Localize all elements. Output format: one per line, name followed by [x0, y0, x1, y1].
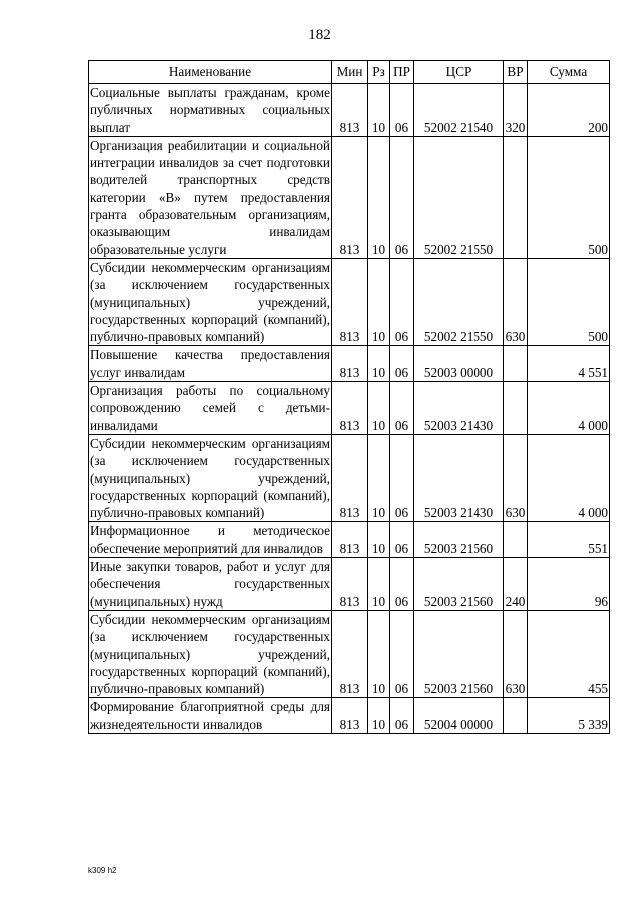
footer-code: k309 h2: [88, 866, 117, 875]
cell-name: Субсидии некоммерческим организациям (за исключением государственных (муниципальных) учреждений, государственных корпораций (компаний), публично-правовых компаний): [90, 611, 330, 697]
header-csr: ЦСР: [414, 61, 504, 84]
cell-pr: 06: [390, 522, 414, 558]
cell-pr: 06: [390, 136, 414, 258]
cell-min: 813: [332, 610, 368, 697]
table-row: [89, 136, 610, 258]
cell-min: 813: [332, 434, 368, 521]
cell-vr: [504, 522, 528, 558]
cell-pr: 06: [390, 698, 414, 734]
cell-min: 813: [332, 698, 368, 734]
cell-vr: 630: [504, 258, 528, 345]
cell-vr: 240: [504, 558, 528, 611]
cell-rz: 10: [368, 382, 390, 435]
cell-vr: [504, 346, 528, 382]
cell-min: 813: [332, 558, 368, 611]
table-row: [89, 258, 610, 345]
table-row: [89, 84, 610, 137]
cell-vr: [504, 136, 528, 258]
cell-vr: 320: [504, 84, 528, 137]
cell-sum: 96: [528, 558, 610, 611]
cell-min: 813: [332, 382, 368, 435]
cell-csr: 52002 21550: [414, 136, 504, 258]
cell-vr: 630: [504, 610, 528, 697]
cell-name: Субсидии некоммерческим организациям (за исключением государственных (муниципальных) учреждений, государственных корпораций (компаний), публично-правовых компаний): [90, 435, 330, 521]
cell-vr: 630: [504, 434, 528, 521]
table-header-row: [89, 61, 610, 84]
cell-sum: 4 551: [528, 346, 610, 382]
cell-pr: 06: [390, 610, 414, 697]
cell-csr: 52003 00000: [414, 346, 504, 382]
cell-csr: 52003 21560: [414, 610, 504, 697]
cell-pr: 06: [390, 434, 414, 521]
cell-csr: 52003 21560: [414, 558, 504, 611]
cell-csr: 52003 21430: [414, 382, 504, 435]
cell-sum: 500: [528, 136, 610, 258]
cell-rz: 10: [368, 522, 390, 558]
cell-sum: 4 000: [528, 382, 610, 435]
table-body: [89, 84, 610, 734]
header-min: Мин: [332, 61, 368, 84]
cell-min: 813: [332, 346, 368, 382]
cell-rz: 10: [368, 698, 390, 734]
header-vr: ВР: [504, 61, 528, 84]
cell-pr: 06: [390, 382, 414, 435]
cell-rz: 10: [368, 84, 390, 137]
cell-csr: 52003 21560: [414, 522, 504, 558]
header-pr: ПР: [390, 61, 414, 84]
cell-csr: 52002 21540: [414, 84, 504, 137]
cell-min: 813: [332, 136, 368, 258]
cell-rz: 10: [368, 434, 390, 521]
cell-rz: 10: [368, 610, 390, 697]
cell-min: 813: [332, 522, 368, 558]
cell-pr: 06: [390, 558, 414, 611]
cell-vr: [504, 698, 528, 734]
table-row: [89, 434, 610, 521]
cell-sum: 5 339: [528, 698, 610, 734]
cell-min: 813: [332, 258, 368, 345]
cell-pr: 06: [390, 258, 414, 345]
table-row: [89, 522, 610, 558]
table-row: [89, 610, 610, 697]
cell-name: Организация реабилитации и социальной интеграции инвалидов за счет подготовки водителей транспортных средств категории «В» путем предоставления гранта образовательным организациям, оказывающим инвалидам образовательные услуги: [90, 137, 330, 257]
cell-csr: 52003 21430: [414, 434, 504, 521]
header-rz: Рз: [368, 61, 390, 84]
header-sum: Сумма: [528, 61, 610, 84]
cell-name: Организация работы по социальному сопровождению семей с детьми-инвалидами: [90, 383, 330, 433]
budget-table: [88, 60, 610, 734]
cell-sum: 200: [528, 84, 610, 137]
header-name: Наименование: [89, 61, 332, 84]
table-row: [89, 382, 610, 435]
cell-sum: 455: [528, 610, 610, 697]
cell-csr: 52004 00000: [414, 698, 504, 734]
cell-sum: 4 000: [528, 434, 610, 521]
cell-pr: 06: [390, 346, 414, 382]
cell-vr: [504, 382, 528, 435]
table-row: [89, 698, 610, 734]
cell-rz: 10: [368, 346, 390, 382]
cell-sum: 551: [528, 522, 610, 558]
table-row: [89, 346, 610, 382]
page-number: 182: [308, 27, 331, 43]
cell-rz: 10: [368, 136, 390, 258]
cell-name: Иные закупки товаров, работ и услуг для обеспечения государственных (муниципальных) нужд: [90, 559, 330, 609]
cell-pr: 06: [390, 84, 414, 137]
cell-name: Субсидии некоммерческим организациям (за исключением государственных (муниципальных) учреждений, государственных корпораций (компаний), публично-правовых компаний): [90, 259, 330, 345]
cell-name: Социальные выплаты гражданам, кроме публичных нормативных социальных выплат: [90, 85, 330, 135]
cell-sum: 500: [528, 258, 610, 345]
cell-name: Повышение качества предоставления услуг инвалидам: [90, 347, 330, 380]
cell-min: 813: [332, 84, 368, 137]
cell-rz: 10: [368, 258, 390, 345]
cell-csr: 52002 21550: [414, 258, 504, 345]
cell-rz: 10: [368, 558, 390, 611]
cell-name: Информационное и методическое обеспечение мероприятий для инвалидов: [90, 523, 330, 556]
table-row: [89, 558, 610, 611]
cell-name: Формирование благоприятной среды для жизнедеятельности инвалидов: [90, 699, 330, 732]
